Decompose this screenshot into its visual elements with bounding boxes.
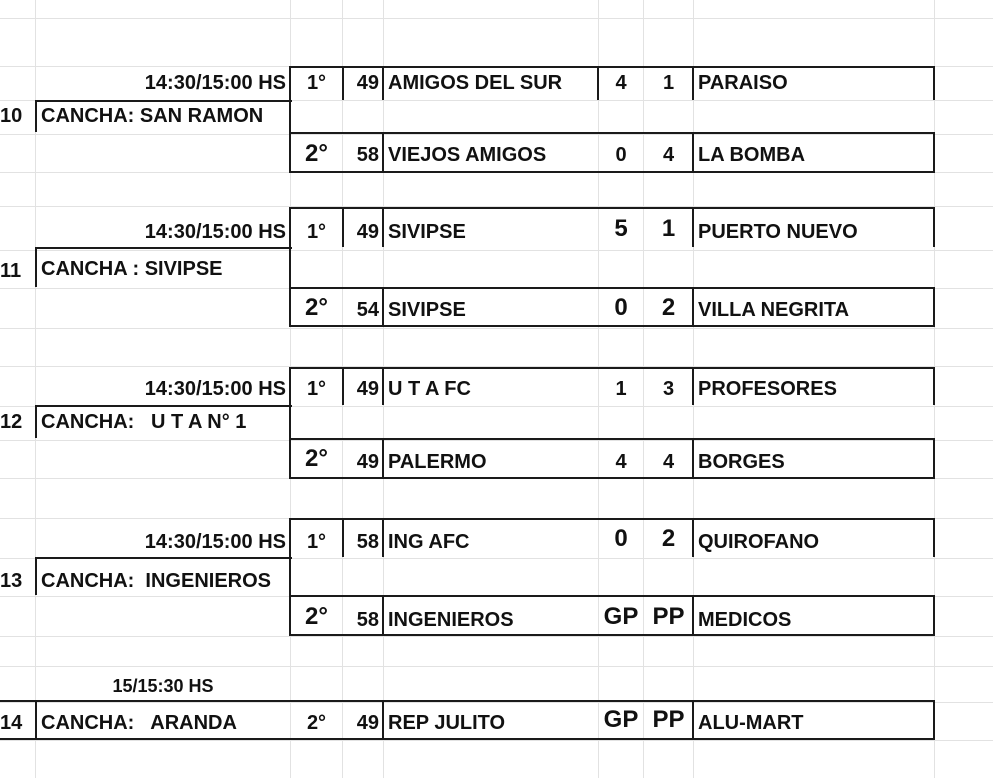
- field-name: CANCHA : SIVIPSE: [41, 258, 223, 280]
- division: 1°: [306, 72, 327, 94]
- match-time: 14:30/15:00 HS: [144, 72, 286, 94]
- match-time: 15/15:30 HS: [112, 676, 214, 696]
- match-time: 14:30/15:00 HS: [144, 378, 286, 400]
- away-team: MEDICOS: [698, 609, 792, 631]
- home-score: 0: [615, 144, 627, 166]
- away-team: QUIROFANO: [698, 531, 820, 553]
- block-number: 13: [0, 570, 23, 592]
- home-team: INGENIEROS: [388, 609, 514, 631]
- category: 58: [356, 609, 379, 631]
- home-score: 0: [614, 525, 628, 552]
- away-score: PP: [652, 706, 685, 733]
- home-score: 4: [615, 72, 627, 94]
- field-name: CANCHA: ARANDA: [41, 712, 237, 734]
- home-team: SIVIPSE: [388, 299, 466, 321]
- away-score: 1: [661, 215, 676, 242]
- block-number: 10: [0, 105, 23, 127]
- away-team: PUERTO NUEVO: [698, 221, 858, 243]
- away-score: 4: [662, 451, 675, 473]
- home-team: REP JULITO: [388, 712, 506, 734]
- block-number: 11: [0, 260, 22, 282]
- away-team: PARAISO: [698, 72, 788, 94]
- away-score: PP: [652, 603, 685, 630]
- home-score: 5: [614, 215, 628, 242]
- division: 2°: [306, 712, 327, 734]
- division: 2°: [305, 140, 328, 167]
- field-name: CANCHA: SAN RAMON: [41, 105, 264, 127]
- category: 58: [356, 144, 379, 166]
- field-name: CANCHA: INGENIEROS: [41, 570, 272, 592]
- away-score: 1: [662, 72, 675, 94]
- away-team: VILLA NEGRITA: [698, 299, 850, 321]
- home-team: PALERMO: [388, 451, 487, 473]
- field-name: CANCHA: U T A N° 1: [41, 411, 247, 433]
- away-team: BORGES: [698, 451, 785, 473]
- away-score: 3: [662, 378, 675, 400]
- division: 2°: [305, 603, 328, 630]
- home-team: VIEJOS AMIGOS: [388, 144, 547, 166]
- category: 49: [356, 712, 379, 734]
- category: 49: [356, 72, 379, 94]
- away-team: PROFESORES: [698, 378, 837, 400]
- category: 49: [356, 221, 379, 243]
- block-number: 14: [0, 712, 23, 734]
- division: 2°: [305, 294, 328, 321]
- home-team: U T A FC: [388, 378, 471, 400]
- home-score: 0: [614, 294, 628, 321]
- division: 1°: [306, 531, 327, 553]
- division: 1°: [306, 378, 327, 400]
- match-time: 14:30/15:00 HS: [144, 221, 286, 243]
- home-team: AMIGOS DEL SUR: [388, 72, 563, 94]
- category: 49: [356, 451, 379, 473]
- category: 58: [356, 531, 379, 553]
- away-score: 4: [662, 144, 675, 166]
- away-team: LA BOMBA: [698, 144, 806, 166]
- home-score: 1: [615, 378, 627, 400]
- home-team: ING AFC: [388, 531, 470, 553]
- home-score: GP: [603, 603, 639, 630]
- home-team: SIVIPSE: [388, 221, 466, 243]
- division: 1°: [306, 221, 327, 243]
- away-team: ALU-MART: [698, 712, 804, 734]
- away-score: 2: [661, 294, 676, 321]
- category: 54: [356, 299, 379, 321]
- block-number: 12: [0, 411, 23, 433]
- home-score: GP: [603, 706, 639, 733]
- home-score: 4: [615, 451, 627, 473]
- away-score: 2: [661, 525, 676, 552]
- match-time: 14:30/15:00 HS: [144, 531, 286, 553]
- division: 2°: [305, 445, 328, 472]
- category: 49: [356, 378, 379, 400]
